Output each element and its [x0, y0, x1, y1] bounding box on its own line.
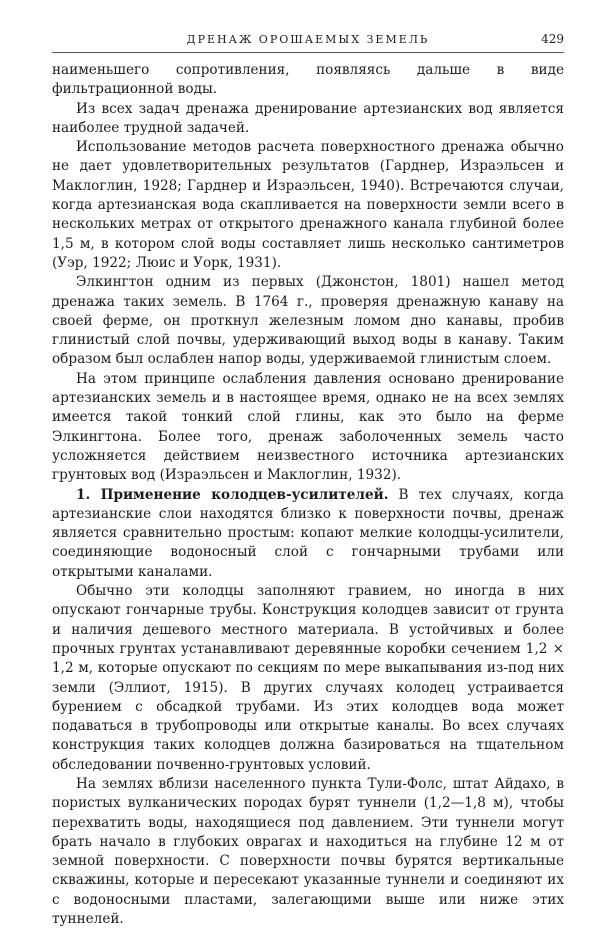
running-title: ДРЕНАЖ ОРОШАЕМЫХ ЗЕМЕЛЬ: [186, 33, 430, 46]
paragraph-artesian-task: Из всех задач дренажа дренирование артезианских вод является наиболее трудной задачей.: [52, 100, 564, 136]
running-head: [52, 30, 564, 53]
page: [52, 30, 564, 929]
paragraph-surface-methods: Использование методов расчета поверхностного дренажа обычно не дает удовлетворительных результатов (Гарднер, Израэльсен и Маклоглин, 1928; Гарднер и Израэльсен, 1940). Встречаются случаи, когда артезианская вода скапливается на поверхности земли всего в нескольких метрах от открытого дренажного канала глубиной более 1,5 м, в котором слой воды составляет лишь несколько сантиметров (Уэр, 1922; Люис и Уорк, 1931).: [52, 139, 564, 271]
paragraph-wells-construction: Обычно эти колодцы заполняют гравием, но иногда в них опускают гончарные трубы. Конструкция колодцев зависит от грунта и наличия дешевого местного материала. В устойчивых и более прочных грунтах устанавливают деревянные коробки сечением 1,2 × 1,2 м, которые опускают по секциям по мере выкапывания из-под них земли (Эллиот, 1915). В других случаях колодец устраивается бурением с обсадкой трубами. Из этих колодцев вода может подаваться в трубопроводы или открытые каналы. Во всех случаях конструкция таких колодцев должна базироваться на тщательном обследовании почвенно-грунтовых условий.: [52, 583, 564, 773]
section-heading: 1. Применение колодцев-усилителей.: [76, 486, 389, 503]
section-1-text: В тех случаях, когда артезианские слои находятся близко к поверхности почвы, дренаж является сравнительно простым: копают мелкие колодцы-усилители, соединяющие водоносный слой с гончарными трубами или открытыми каналами.: [52, 486, 564, 580]
page-number: 429: [541, 32, 564, 46]
paragraph-section-1: [52, 486, 564, 582]
paragraph-pressure-principle: На этом принципе ослабления давления основано дренирование артезианских земель и в настоящее время, однако не на всех землях имеется такой тонкий слой глины, как это было на ферме Элкингтона. Более того, дренаж заболоченных земель часто усложняется действием неизвестного источника артезианских грунтовых вод (Израэльсен и Маклоглин, 1932).: [52, 370, 564, 484]
paragraph-elkington: Элкингтон одним из первых (Джонстон, 1801) нашел метод дренажа таких земель. В 1764 г., проверяя дренажную канаву на своей ферме, он проткнул железным ломом дно канавы, пробив глинистый слой почвы, удерживающий выход воды в канаву. Таким образом был ослаблен напор воды, удерживаемой глинистым слоем.: [52, 274, 564, 368]
body-text: [52, 61, 564, 929]
paragraph-continuation: наименьшего сопротивления, появляясь дальше в виде фильтрационной воды.: [52, 62, 564, 98]
paragraph-tunnels: На землях вблизи населенного пункта Тули-Фолс, штат Айдахо, в пористых вулканических породах бурят туннели (1,2—1,8 м), чтобы перехватить воды, находящиеся под давлением. Эти туннели могут брать начало в глубоких оврагах и находиться на глубине 12 м от земной поверхности. С поверхности почвы бурятся вертикальные скважины, которые и пересекают указанные туннели и соединяют их с водоносными пластами, залегающими выше или ниже этих туннелей.: [52, 775, 564, 928]
